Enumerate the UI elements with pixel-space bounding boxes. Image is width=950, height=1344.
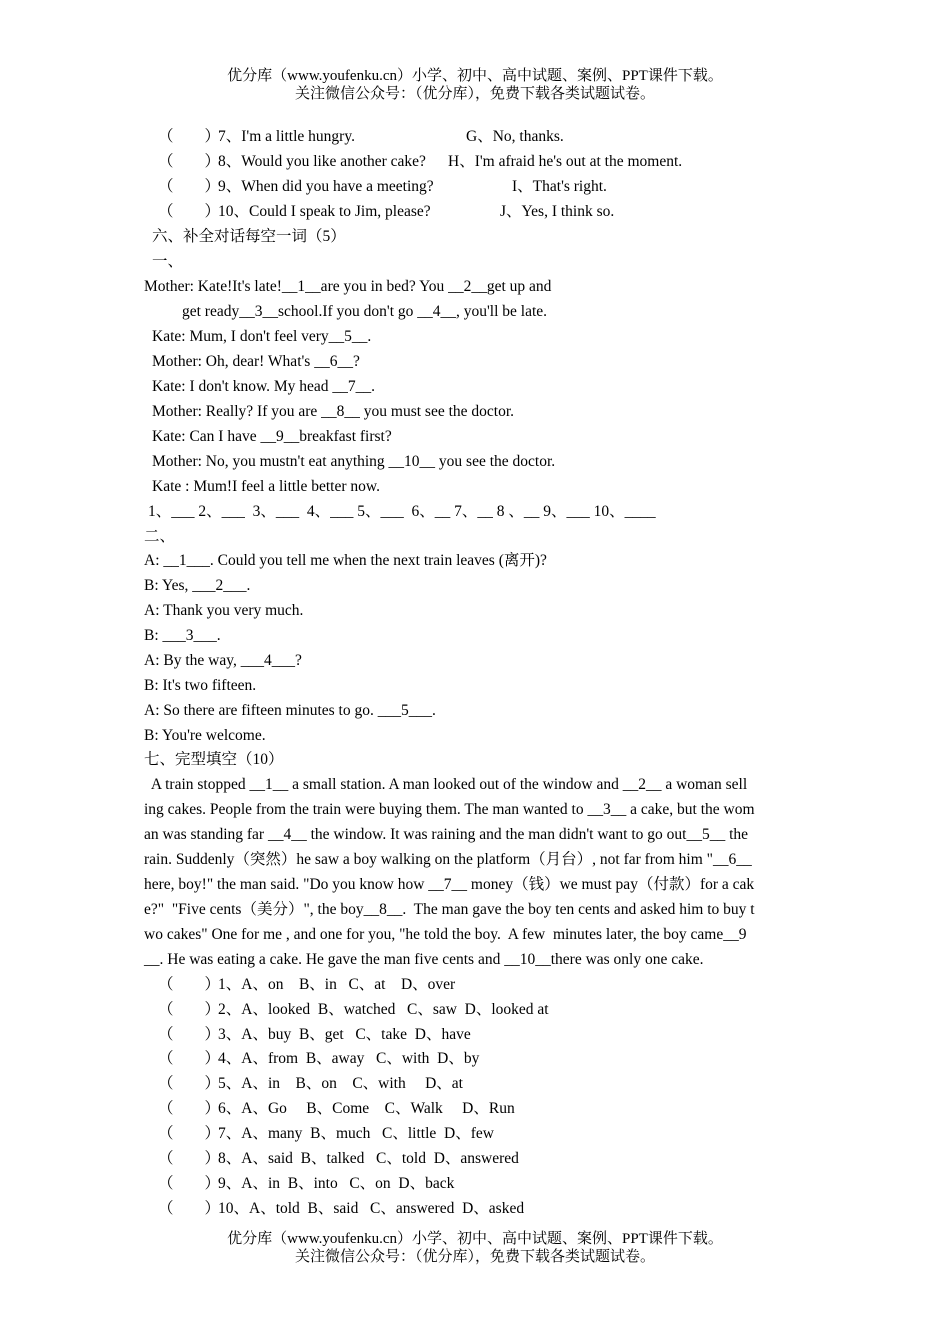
dialogue-line: get ready__3__school.If you don't go __4__, you'll be late. [182, 303, 548, 320]
option-line: 2、A、looked B、watched C、saw D、looked at [218, 1001, 549, 1018]
option-line: 8、A、said B、talked C、told D、answered [218, 1150, 519, 1167]
answer-blank: （ ） [158, 153, 221, 170]
dialogue-line: Kate : Mum!I feel a little better now. [152, 478, 380, 495]
page-header-line1: 优分库（www.youfenku.cn）小学、初中、高中试题、案例、PPT课件下载。 [227, 68, 723, 84]
match-item-right: G、No, thanks. [466, 128, 564, 145]
passage-line: an was standing far __4__ the window. It was raining and the man didn't want to go out__5__ the [144, 826, 749, 843]
dialogue-line: B: ___3___. [144, 627, 221, 644]
option-line: 9、A、in B、into C、on D、back [218, 1175, 455, 1192]
answer-blank: （ ） [158, 1026, 221, 1043]
dialogue-line: Mother: Kate!It's late!__1__are you in bed? You __2__get up and [144, 278, 552, 295]
passage-line: __. He was eating a cake. He gave the man five cents and __10__there was only one cake. [144, 951, 704, 968]
passage-line: wo cakes" One for me , and one for you, "he told the boy. A few minutes later, the boy came__9 [144, 926, 747, 943]
answer-blank: （ ） [158, 178, 221, 195]
answer-blank: （ ） [158, 203, 221, 220]
answer-blank: （ ） [158, 1100, 221, 1117]
dialogue-line: A: So there are fifteen minutes to go. ___5___. [144, 702, 436, 719]
dialogue-line: Mother: No, you mustn't eat anything __10__ you see the doctor. [152, 453, 556, 470]
answer-blank: （ ） [158, 1150, 221, 1167]
match-item-left: 8、Would you like another cake? [218, 153, 426, 170]
passage-line: here, boy!" the man said. "Do you know how __7__ money（钱）we must pay（付款）for a cak [144, 876, 755, 893]
answer-blank: （ ） [158, 1200, 221, 1217]
dialogue-line: Mother: Oh, dear! What's __6__? [152, 353, 360, 370]
answer-blank: （ ） [158, 1175, 221, 1192]
answer-blank: （ ） [158, 976, 221, 993]
dialogue-line: Kate: Mum, I don't feel very__5__. [152, 328, 372, 345]
answer-blank: （ ） [158, 1050, 221, 1067]
option-line: 1、A、on B、in C、at D、over [218, 976, 456, 993]
dialogue-line: Kate: I don't know. My head __7__. [152, 378, 376, 395]
option-line: 6、A、Go B、Come C、Walk D、Run [218, 1100, 515, 1117]
option-line: 4、A、from B、away C、with D、by [218, 1050, 480, 1067]
dialogue-line: B: Yes, ___2___. [144, 577, 251, 594]
part-two-label: 二、 [144, 528, 176, 545]
option-line: 3、A、buy B、get C、take D、have [218, 1026, 471, 1043]
match-item-left: 9、When did you have a meeting? [218, 178, 434, 195]
option-line: 5、A、in B、on C、with D、at [218, 1075, 463, 1092]
answer-line: 1、___ 2、___ 3、___ 4、___ 5、___ 6、__ 7、__ 8 、__ 9、___ 10、____ [148, 503, 656, 520]
dialogue-line: Mother: Really? If you are __8__ you must see the doctor. [152, 403, 515, 420]
section-seven-title: 七、完型填空（10） [144, 751, 284, 768]
passage-line: ing cakes. People from the train were buying them. The man wanted to __3__ a cake, but the wom [144, 801, 755, 818]
section-six-title: 六、补全对话每空一词（5） [152, 228, 346, 245]
option-line: 10、A、told B、said C、answered D、asked [218, 1200, 525, 1217]
passage-line: rain. Suddenly（突然）he saw a boy walking on the platform（月台）, not far from him "__6__ [144, 851, 752, 868]
dialogue-line: A: __1___. Could you tell me when the next train leaves (离开)? [144, 552, 547, 569]
match-item-left: 7、I'm a little hungry. [218, 128, 355, 145]
passage-line: A train stopped __1__ a small station. A man looked out of the window and __2__ a woman sell [144, 776, 748, 793]
match-item-right: J、Yes, I think so. [500, 203, 615, 220]
dialogue-line: A: By the way, ___4___? [144, 652, 302, 669]
match-item-left: 10、Could I speak to Jim, please? [218, 203, 431, 220]
page-footer-line2: 关注微信公众号：（优分库），免费下载各类试题试卷。 [294, 1249, 655, 1265]
answer-blank: （ ） [158, 128, 221, 145]
match-item-right: I、That's right. [512, 178, 607, 195]
option-line: 7、A、many B、much C、little D、few [218, 1125, 494, 1142]
dialogue-line: Kate: Can I have __9__breakfast first? [152, 428, 392, 445]
page-footer-line1: 优分库（www.youfenku.cn）小学、初中、高中试题、案例、PPT课件下载。 [227, 1231, 723, 1247]
answer-blank: （ ） [158, 1125, 221, 1142]
passage-line: e?" "Five cents（美分）", the boy__8__. The man gave the boy ten cents and asked him to buy t [144, 901, 755, 918]
page-header-line2: 关注微信公众号：（优分库），免费下载各类试题试卷。 [294, 86, 655, 102]
match-item-right: H、I'm afraid he's out at the moment. [448, 153, 683, 170]
part-one-label: 一、 [152, 253, 184, 270]
dialogue-line: B: You're welcome. [144, 727, 266, 744]
answer-blank: （ ） [158, 1001, 221, 1018]
dialogue-line: A: Thank you very much. [144, 602, 304, 619]
answer-blank: （ ） [158, 1075, 221, 1092]
dialogue-line: B: It's two fifteen. [144, 677, 257, 694]
